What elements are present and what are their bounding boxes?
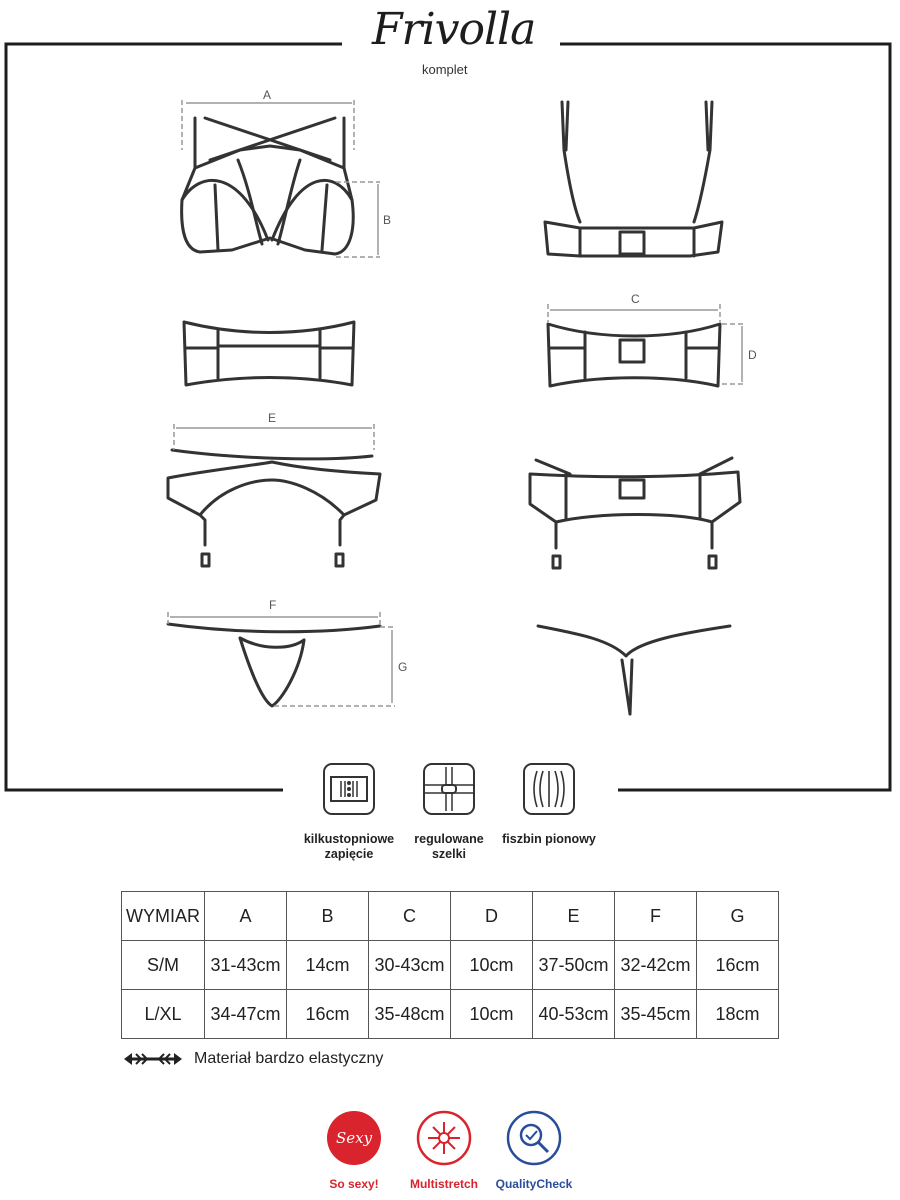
table-cell: 14cm (287, 941, 369, 990)
feature-adjustable-straps (394, 763, 504, 862)
brand-name: Frivolla (372, 4, 536, 55)
multistretch-icon (416, 1110, 472, 1166)
table-cell: S/M (122, 941, 205, 990)
feature-multi-hook-closure (294, 763, 404, 862)
material-note (122, 1050, 383, 1068)
badge-label: Multistretch (409, 1177, 478, 1191)
material-note-text: Materiał bardzo elastyczny (194, 1050, 384, 1067)
adjustable-straps-icon (423, 763, 475, 815)
bra-front-drawing (182, 118, 354, 254)
table-header-cell: G (697, 892, 779, 941)
feature-vertical-boning (494, 763, 604, 847)
table-row (122, 941, 779, 990)
size-table-header-row (122, 892, 779, 941)
table-cell: 32-42cm (615, 941, 697, 990)
table-header-cell: D (451, 892, 533, 941)
badge-label: QualityCheck (495, 1177, 573, 1191)
table-cell: 30-43cm (369, 941, 451, 990)
dimension-b-label: B (383, 213, 392, 227)
badge-label: So sexy! (329, 1177, 379, 1191)
dimension-c-label: C (631, 292, 640, 306)
table-cell: 34-47cm (205, 990, 287, 1039)
panty-front-drawing (168, 624, 380, 706)
stretch-arrows-icon (122, 1051, 184, 1067)
table-cell: 18cm (697, 990, 779, 1039)
sexy-badge-icon (326, 1110, 382, 1166)
feature-label-line1: kilkustopniowe (303, 832, 395, 846)
table-header-cell: WYMIAR (122, 892, 205, 941)
brand-subtitle: komplet (422, 62, 468, 77)
feature-label-line2: zapięcie (324, 847, 374, 861)
table-cell: 37-50cm (533, 941, 615, 990)
garter-front-drawing (168, 450, 380, 566)
thong-back-drawing (538, 626, 730, 714)
table-header-cell: A (205, 892, 287, 941)
dimension-f-label: F (269, 598, 277, 612)
table-cell: 35-48cm (369, 990, 451, 1039)
garter-back-drawing (530, 458, 740, 568)
quality-check-icon (506, 1110, 562, 1166)
table-header-cell: B (287, 892, 369, 941)
multi-hook-closure-icon (323, 763, 375, 815)
table-header-cell: E (533, 892, 615, 941)
dimension-a-label: A (263, 88, 272, 102)
feature-label-line1: regulowane (414, 832, 484, 846)
table-cell: L/XL (122, 990, 205, 1039)
feature-label-line2: szelki (431, 847, 467, 861)
table-cell: 31-43cm (205, 941, 287, 990)
table-cell: 40-53cm (533, 990, 615, 1039)
table-cell: 35-45cm (615, 990, 697, 1039)
badge-multistretch (394, 1110, 494, 1191)
table-cell: 10cm (451, 990, 533, 1039)
dimension-e-label: E (268, 411, 277, 425)
size-table (121, 891, 779, 1039)
badge-so-sexy (304, 1110, 404, 1191)
sexy-badge-text: Sexy (335, 1129, 373, 1147)
bra-back-drawing (545, 102, 722, 256)
belt-back-drawing (548, 324, 720, 386)
dimension-g-label: G (398, 660, 408, 674)
table-cell: 10cm (451, 941, 533, 990)
table-cell: 16cm (287, 990, 369, 1039)
table-cell: 16cm (697, 941, 779, 990)
table-row (122, 990, 779, 1039)
belt-front-drawing (184, 322, 354, 385)
vertical-boning-icon (523, 763, 575, 815)
badge-quality-check (484, 1110, 584, 1191)
table-header-cell: F (615, 892, 697, 941)
dimension-d-label: D (748, 348, 757, 362)
table-header-cell: C (369, 892, 451, 941)
feature-label-line1: fiszbin pionowy (502, 832, 596, 846)
